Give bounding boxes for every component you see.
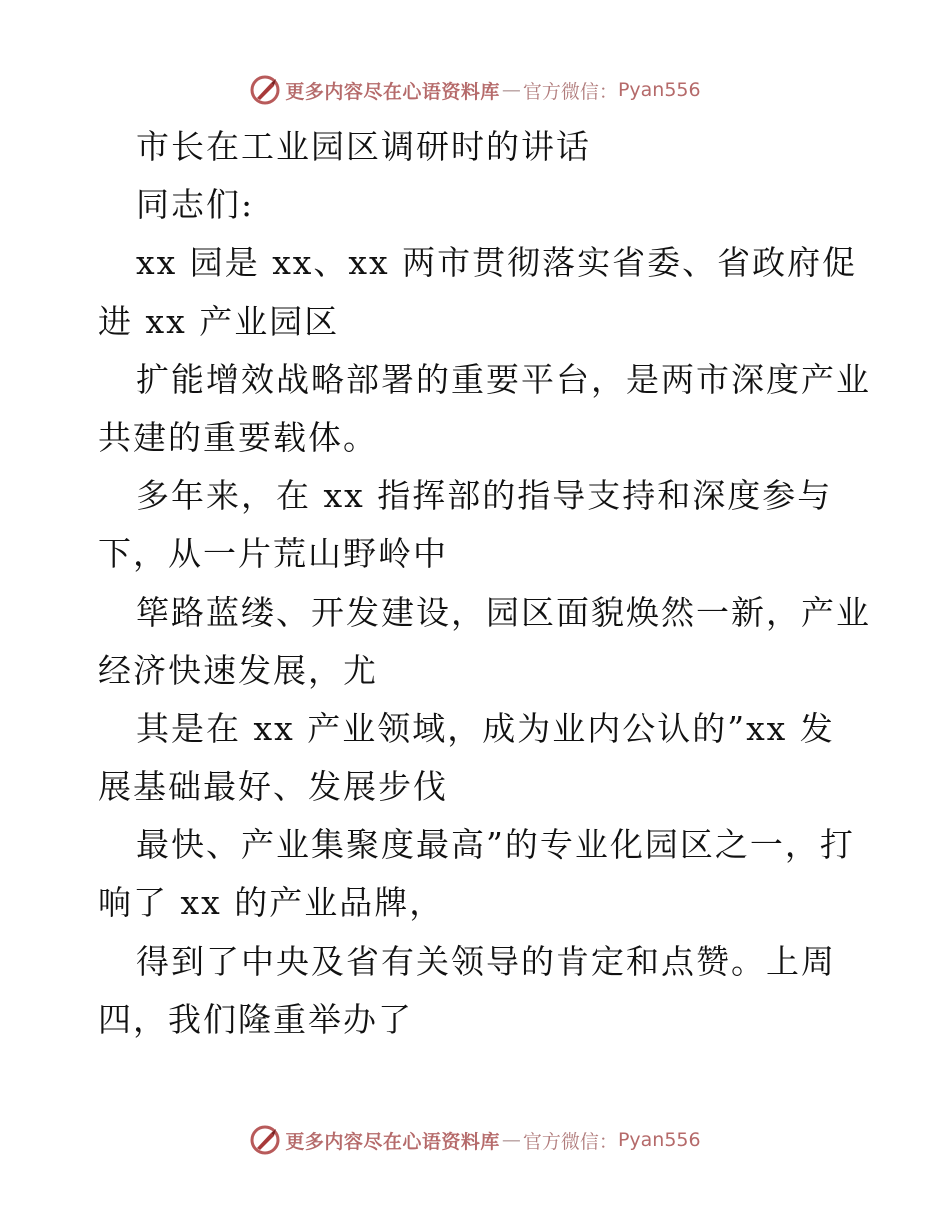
body-line: 四，我们隆重举办了 [98,999,413,1039]
watermark-wechat-id: Pyan556 [617,1129,701,1151]
document-body [98,118,871,1049]
quill-logo-icon [249,74,281,106]
watermark-wechat-label: 官方微信： [522,80,618,103]
body-line: 多年来，在 xx 指挥部的指导支持和深度参与 [136,476,833,516]
greeting: 同志们: [136,185,255,225]
body-line: xx 园是 xx、xx 两市贯彻落实省委、省政府促 [136,243,858,283]
body-line: 得到了中央及省有关领导的肯定和点赞。上周 [136,941,836,981]
body-line: 共建的重要载体。 [98,417,378,457]
watermark-site-text: 更多内容尽在心语资料库 [285,80,500,103]
body-line: 最快、产业集聚度最高”的专业化园区之一，打 [136,825,855,865]
watermark-site-text: 更多内容尽在心语资料库 [285,1130,500,1153]
watermark-wechat-label: 官方微信： [522,1130,618,1153]
body-line: 进 xx 产业园区 [98,301,340,341]
footer-watermark [0,1120,950,1160]
header-watermark [0,70,950,110]
body-line: 其是在 xx 产业领域，成为业内公认的”xx 发 [136,708,835,748]
quill-logo-icon [249,1124,281,1156]
watermark-dash: — [501,79,521,101]
body-line: 扩能增效战略部署的重要平台，是两市深度产业 [136,359,871,399]
body-line: 筚路蓝缕、开发建设，园区面貌焕然一新，产业 [136,592,871,632]
body-line: 展基础最好、发展步伐 [98,767,448,807]
watermark-dash: — [501,1129,521,1151]
body-line: 下，从一片荒山野岭中 [98,534,448,574]
document-title: 市长在工业园区调研时的讲话 [136,127,591,166]
body-line: 经济快速发展，尤 [98,650,378,690]
body-line: 响了 xx 的产业品牌， [98,883,445,923]
watermark-wechat-id: Pyan556 [617,79,701,101]
